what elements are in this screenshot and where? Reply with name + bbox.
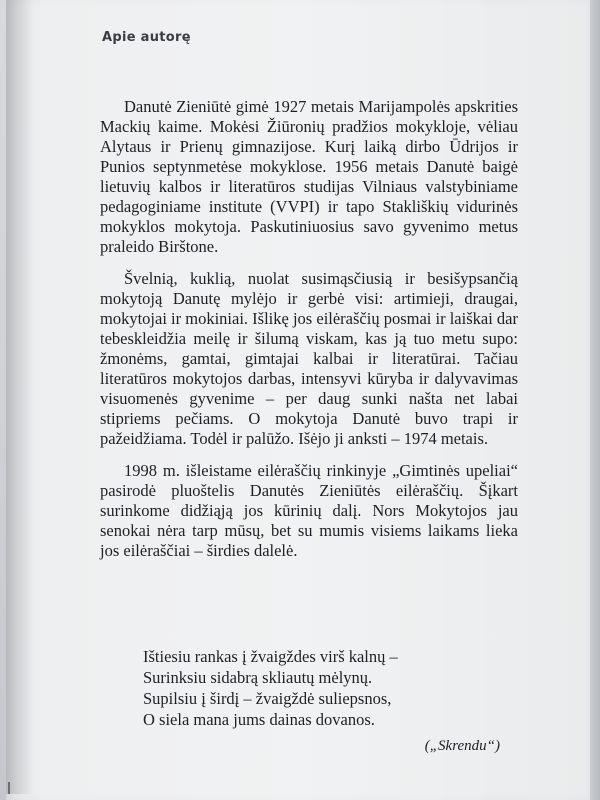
paragraph: Švelnią, kuklią, nuolat susimąsčiusią ir besišypsančią mokytoją Danutę mylėjo ir gerbė visi: artimieji, draugai, mokytojai ir mokiniai. Išlikę jos eilėraščių posmai ir laiškai dar tebeskleidžia meilę ir šilumą viskam, kas ją tuo metu supo: žmonėms, gamtai, gimtajai kalbai ir literatūrai. Tačiau literatūros mokytojos darbas, intensyvi kūryba ir dalyvavimas visuomenės gyvenime – per daug sunki našta net labai stipriems pečiams. O mokytoja Danutė buvo trapi ir pažeidžiama. Todėl ir palūžo. Išėjo ji anksti – 1974 metais. <box>100 269 518 448</box>
spine-shadow <box>6 0 34 794</box>
page-edge-mark <box>8 782 10 794</box>
biography-text <box>100 97 518 573</box>
poem-line: O siela mana jums dainas dovanos. <box>143 710 375 729</box>
poem-source: („Skrendu“) <box>424 738 500 754</box>
paragraph: 1998 m. išleistame eilėraščių rinkinyje „Gimtinės upeliai“ pasirodė pluoštelis Danutės Zieniūtės eilėraščių. Šįkart surinkome didžiąją jos kūrinių dalį. Nors Mokytojos jau senokai nėra tarp mūsų, bet su mumis visiems laikams lieka jos eilėraščiai – širdies dalelė. <box>100 461 518 560</box>
page-edge <box>590 0 600 800</box>
section-title: Apie autorę <box>102 30 191 45</box>
poem-line: Supilsiu į širdį – žvaigždė suliepsnos, <box>143 689 392 708</box>
poem-line: Ištiesiu rankas į žvaigždes virš kalnų – <box>143 647 398 666</box>
poem-line: Surinksiu sidabrą skliautų mėlynų. <box>143 668 373 687</box>
poem-stanza <box>143 646 483 730</box>
paragraph: Danutė Zieniūtė gimė 1927 metais Marijampolės apskrities Mackių kaime. Mokėsi Žiūronių pradžios mokykloje, vėliau Alytaus ir Prienų gimnazijose. Kurį laiką dirbo Ūdrijos ir Punios septynmetėse mokyklose. 1956 metais Danutė baigė lietuvių kalbos ir literatūros studijas Vilniaus valstybiniame pedagoginiame institute (VVPI) ir tapo Stakliškių vidurinės mokyklos mokytoja. Paskutiniuosius savo gyvenimo metus praleido Birštone. <box>100 97 518 256</box>
